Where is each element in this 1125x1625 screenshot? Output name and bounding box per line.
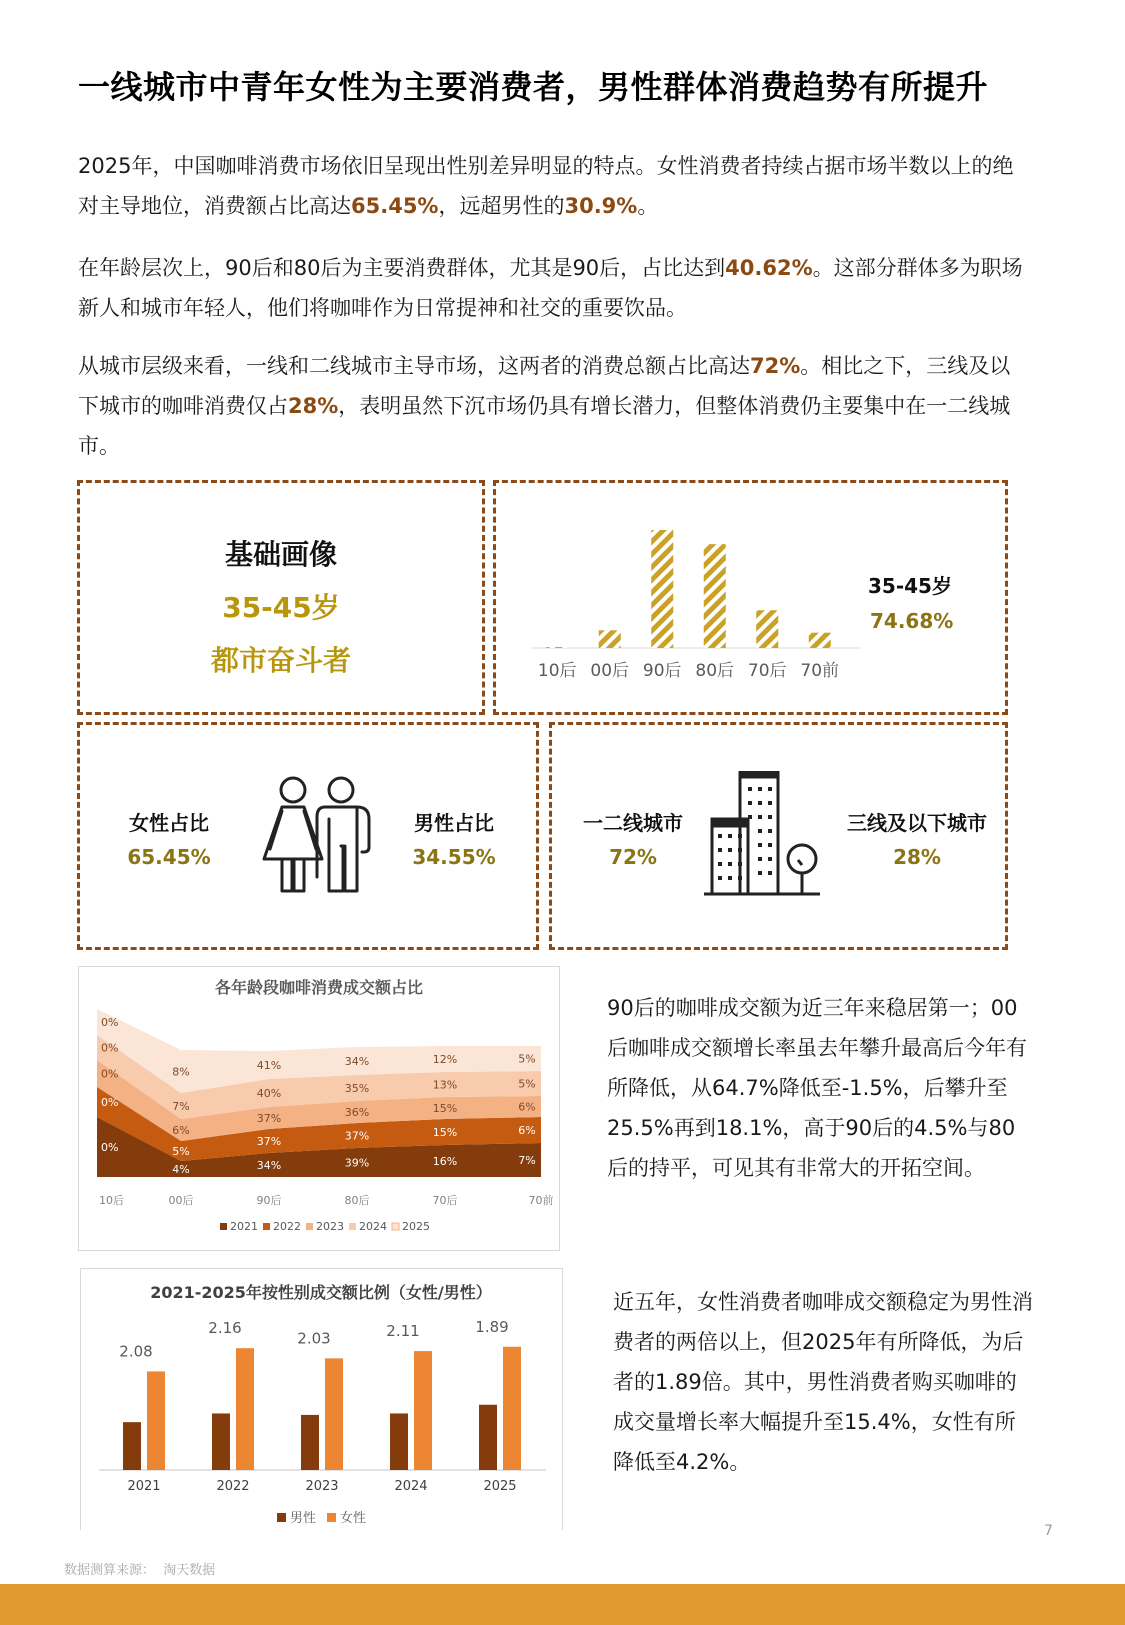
age-tick-label: 80后 [695, 661, 735, 681]
legend-swatch [277, 1513, 286, 1522]
area-data-label: 7% [172, 1100, 190, 1113]
bar-chart-title: 2021-2025年按性别成交额比例（女性/男性） [150, 1283, 492, 1302]
area-data-label: 8% [172, 1065, 190, 1079]
ratio-label: 2.16 [208, 1319, 242, 1338]
legend-label: 2021 [230, 1220, 258, 1233]
legend-swatch [327, 1513, 336, 1522]
ratio-label: 1.89 [475, 1317, 509, 1336]
area-data-label: 0% [101, 1016, 119, 1029]
area-data-label: 35% [344, 1082, 370, 1095]
bar-tick-label: 2023 [305, 1479, 339, 1494]
age-bar [651, 530, 673, 648]
portrait-card [77, 480, 485, 715]
age-bar [809, 633, 831, 648]
paragraph-age: 在年龄层次上，90后和80后为主要消费群体，尤其是90后，占比达到40.62%。这部分群体多为职场新人和城市年轻人，他们将咖啡作为日常提神和社交的重要饮品。 [78, 256, 1023, 320]
bar-tick-label: 2022 [216, 1479, 250, 1494]
female-share-label: 女性占比 [129, 811, 209, 835]
area-data-label: 15% [432, 1102, 458, 1115]
tier3-city-label: 三线及以下城市 [847, 811, 987, 835]
area-data-label: 0% [101, 1067, 119, 1081]
area-data-label: 0% [101, 1141, 119, 1154]
age-bar [546, 647, 568, 648]
legend-swatch [392, 1223, 399, 1230]
legend-label: 2022 [273, 1220, 301, 1233]
city-buildings-icon [702, 771, 832, 901]
gender-ratio-bar-chart [80, 1268, 563, 1530]
ratio-label: 2.03 [297, 1329, 331, 1348]
area-data-label: 5% [518, 1077, 536, 1091]
age-bar [599, 630, 621, 648]
tier12-city-label: 一二线城市 [583, 811, 683, 835]
bar-tick-label: 2024 [394, 1479, 428, 1494]
area-data-label: 4% [172, 1163, 190, 1176]
bar-female [414, 1351, 432, 1470]
bar-female [325, 1358, 343, 1470]
bar-male [123, 1422, 141, 1470]
area-tick-label: 00后 [168, 1194, 194, 1207]
legend-swatch [306, 1223, 313, 1230]
paragraph-city: 从城市层级来看，一线和二线城市主导市场，这两者的消费总额占比高达72%。相比之下，三线及以下城市的咖啡消费仅占28%，表明虽然下沉市场仍具有增长潜力，但整体消费仍主要集中在一二线城市。 [78, 354, 1011, 458]
area-data-label: 5% [172, 1145, 190, 1158]
legend-label: 2024 [359, 1220, 387, 1233]
legend-swatch [220, 1223, 227, 1230]
age-tick-label: 70前 [800, 661, 840, 681]
area-tick-label: 70前 [528, 1194, 554, 1207]
footer-bar [0, 1584, 1125, 1625]
legend-label: 女性 [340, 1511, 367, 1526]
age-tick-label: 00后 [590, 661, 630, 681]
bar-male [212, 1413, 230, 1470]
area-data-label: 7% [518, 1154, 536, 1167]
age-bar [756, 610, 778, 648]
portrait-age: 35-45岁 [222, 591, 340, 624]
legend-label: 2023 [316, 1220, 344, 1233]
tier12-city-value: 72% [609, 845, 657, 869]
area-data-label: 39% [344, 1156, 370, 1170]
area-data-label: 6% [518, 1124, 536, 1137]
city-card [549, 722, 1008, 950]
legend-label: 男性 [290, 1511, 317, 1526]
legend-label: 2025 [402, 1220, 430, 1233]
bar-female [147, 1371, 165, 1470]
area-data-label: 16% [432, 1155, 458, 1168]
area-data-label: 40% [256, 1087, 282, 1100]
female-share-value: 65.45% [127, 845, 211, 869]
ratio-label: 2.08 [119, 1342, 153, 1361]
area-data-label: 41% [256, 1059, 282, 1072]
area-tick-label: 90后 [256, 1194, 282, 1207]
area-data-label: 37% [256, 1135, 282, 1148]
area-data-label: 37% [256, 1112, 282, 1125]
age-callout-value: 74.68% [870, 609, 954, 633]
age-tick-label: 10后 [537, 661, 577, 681]
area-data-label: 0% [101, 1041, 119, 1055]
age-bar [704, 544, 726, 648]
bar-female [503, 1347, 521, 1470]
male-share-label: 男性占比 [414, 811, 494, 835]
data-source: 数据测算来源： 淘天数据 [64, 1563, 216, 1578]
legend-swatch [263, 1223, 270, 1230]
area-tick-label: 80后 [344, 1194, 370, 1207]
tier3-city-value: 28% [893, 845, 941, 869]
bar-female [236, 1348, 254, 1470]
portrait-persona: 都市奋斗者 [210, 644, 351, 677]
age-bar-chart [516, 483, 876, 713]
age-tick-label: 90后 [642, 661, 682, 681]
bar-male [301, 1415, 319, 1470]
page-title: 一线城市中青年女性为主要消费者，男性群体消费趋势有所提升 [78, 68, 989, 106]
age-share-area-chart [78, 966, 560, 1251]
age-callout-label: 35-45岁 [868, 574, 952, 598]
male-share-value: 34.55% [412, 845, 496, 869]
area-data-label: 37% [344, 1129, 370, 1143]
couple-icon [258, 771, 388, 901]
paragraph-gender: 2025年，中国咖啡消费市场依旧呈现出性别差异明显的特点。女性消费者持续占据市场半数以上的绝对主导地位，消费额占比高达65.45%，远超男性的30.9%。 [78, 154, 1014, 218]
area-data-label: 6% [172, 1124, 190, 1137]
area-data-label: 13% [432, 1078, 458, 1092]
area-data-label: 12% [432, 1053, 458, 1066]
area-data-label: 15% [432, 1126, 458, 1139]
area-tick-label: 10后 [99, 1194, 124, 1207]
bar-male [479, 1405, 497, 1470]
age-chart-card [493, 480, 1008, 715]
area-data-label: 34% [256, 1159, 282, 1172]
page-number: 7 [1044, 1523, 1053, 1539]
bar-male [390, 1413, 408, 1470]
bar-tick-label: 2021 [127, 1479, 161, 1494]
portrait-heading: 基础画像 [224, 538, 337, 571]
ratio-label: 2.11 [386, 1322, 420, 1341]
age-commentary: 90后的咖啡成交额为近三年来稳居第一；00后咖啡成交额增长率虽去年攀升最高后今年有所降低，从64.7%降低至-1.5%，后攀升至25.5%再到18.1%，高于90后的4.5%与80后的持平，可见其有非常大的开拓空间。 [607, 996, 1027, 1180]
area-chart-title: 各年龄段咖啡消费成交额占比 [214, 978, 424, 997]
area-data-label: 34% [344, 1055, 370, 1068]
area-tick-label: 70后 [432, 1194, 458, 1207]
legend-swatch [349, 1223, 356, 1230]
bar-tick-label: 2025 [483, 1479, 517, 1494]
area-data-label: 0% [101, 1096, 119, 1109]
area-data-label: 6% [518, 1100, 536, 1114]
area-data-label: 5% [518, 1052, 536, 1066]
gender-card [77, 722, 539, 950]
area-data-label: 36% [344, 1106, 370, 1119]
age-tick-label: 70后 [747, 661, 787, 681]
gender-commentary: 近五年，女性消费者咖啡成交额稳定为男性消费者的两倍以上，但2025年有所降低，为后者的1.89倍。其中，男性消费者购买咖啡的成交量增长率大幅提升至15.4%，女性有所降低至4.2%。 [613, 1290, 1033, 1474]
